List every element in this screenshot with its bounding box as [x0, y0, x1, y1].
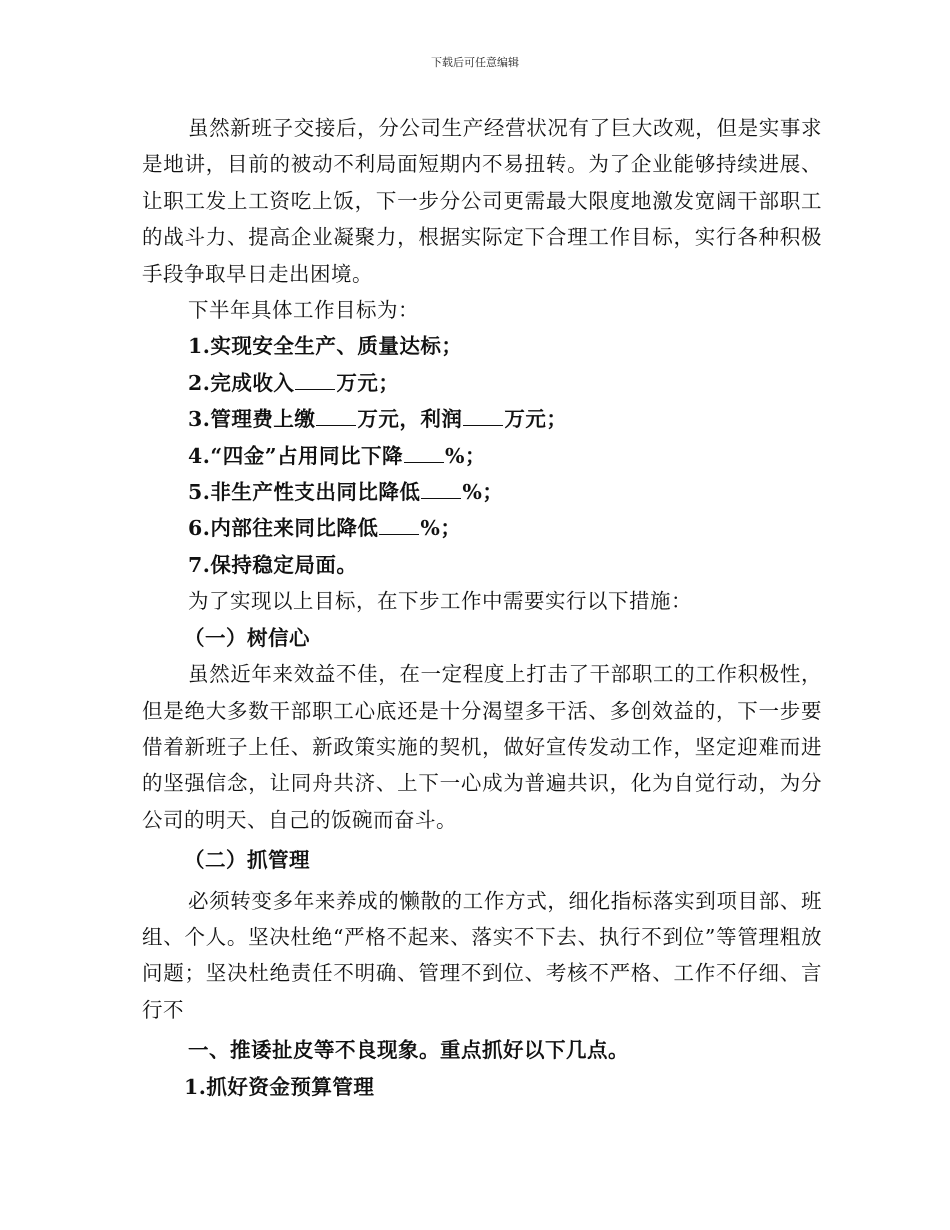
- goal-5-unit: %；: [462, 480, 504, 505]
- goal-item-4: [142, 438, 822, 474]
- goal-7-text: 7.保持稳定局面。: [188, 552, 358, 577]
- section-3-title: 一、推诿扯皮等不良现象。重点抓好以下几点。: [188, 1038, 629, 1063]
- goal-item-5: [142, 474, 822, 510]
- goal-item-7: [142, 547, 822, 583]
- section-2-paragraph: 必须转变多年来养成的懒散的工作方式，细化指标落实到项目部、班组、个人。坚决杜绝“严格不起来、落实不下去、执行不到位”等管理粗放问题；坚决杜绝责任不明确、管理不到位、考核不严格、工作不仔细、言行不: [142, 888, 822, 1022]
- goal-4-unit: %；: [444, 443, 486, 468]
- item-1-title: 1.抓好资金预算管理: [184, 1074, 375, 1099]
- intro-paragraph: 虽然新班子交接后，分公司生产经营状况有了巨大改观，但是实事求是地讲，目前的被动不利局面短期内不易扭转。为了企业能够持续进展、让职工发上工资吃上饭，下一步分公司更需最大限度地激发宽阔干部职工的战斗力、提高企业凝聚力，根据实际定下合理工作目标，实行各种积极手段争取早日走出困境。: [142, 116, 822, 286]
- fill-blank: [421, 482, 461, 499]
- document-body: [142, 110, 822, 1105]
- goal-2-unit: 万元；: [336, 370, 400, 395]
- goal-item-6: [142, 510, 822, 546]
- goal-item-2: [142, 365, 822, 401]
- goal-2-label: 2.完成收入: [188, 370, 295, 395]
- goals-intro: 下半年具体工作目标为：: [188, 298, 419, 323]
- fill-blank: [404, 446, 444, 463]
- fill-blank: [379, 518, 419, 535]
- measures-intro: 为了实现以上目标，在下步工作中需要实行以下措施：: [188, 589, 692, 614]
- goal-1-text: 1.实现安全生产、质量达标；: [188, 334, 463, 359]
- section-2-title: （二）抓管理: [184, 848, 310, 873]
- fill-blank: [463, 409, 503, 426]
- goal-3-label: 3.管理费上缴: [188, 407, 316, 432]
- goal-6-label: 6.内部往来同比降低: [188, 516, 379, 541]
- header-note: 下载后可任意编辑: [431, 56, 519, 69]
- fill-blank: [295, 373, 335, 390]
- goal-4-label: 4.“四金”占用同比下降: [188, 443, 403, 468]
- goal-5-label: 5.非生产性支出同比降低: [188, 480, 421, 505]
- fill-blank: [316, 409, 356, 426]
- goal-3-mid: 万元，利润: [357, 407, 463, 432]
- goal-item-3: [142, 401, 822, 437]
- section-1-title: （一）树信心: [184, 625, 310, 650]
- goal-3-unit: 万元；: [504, 407, 568, 432]
- goal-item-1: [142, 328, 822, 364]
- section-1-paragraph: 虽然近年来效益不佳，在一定程度上打击了干部职工的工作积极性，但是绝大多数干部职工心底还是十分渴望多干活、多创效益的，下一步要借着新班子上任、新政策实施的契机，做好宣传发动工作，坚定迎难而进的坚强信念，让同舟共济、上下一心成为普遍共识，化为自觉行动，为分公司的明天、自己的饭碗而奋斗。: [142, 662, 822, 832]
- goal-6-unit: %；: [420, 516, 462, 541]
